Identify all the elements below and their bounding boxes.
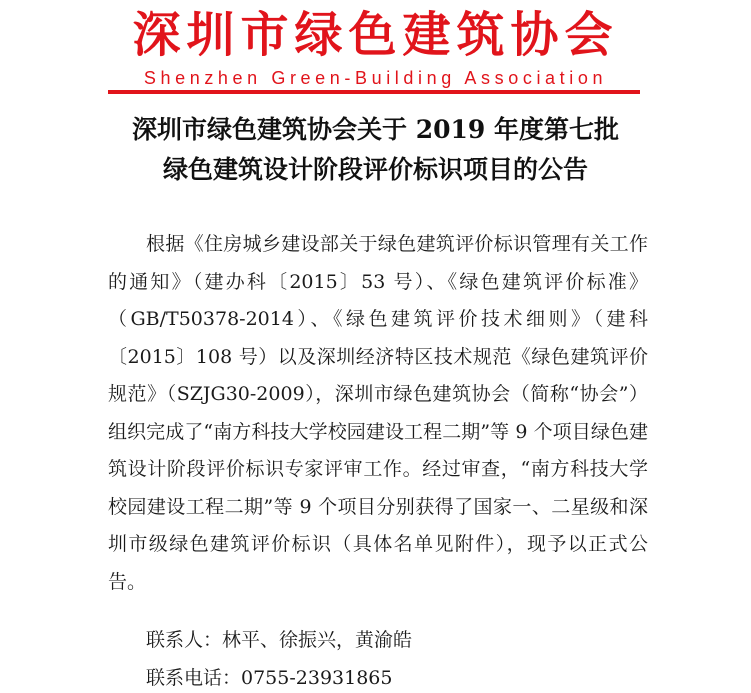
announcement-body xyxy=(108,226,648,601)
announcement-title xyxy=(0,110,751,190)
announcement-title-line-1: 深圳市绿色建筑协会关于 2019 年度第七批 xyxy=(132,115,619,144)
letterhead-divider xyxy=(108,90,640,94)
contact-phone: 联系电话：0755-23931865 xyxy=(146,667,393,689)
organization-name-english: Shenzhen Green-Building Association xyxy=(143,68,608,88)
contact-persons: 联系人：林平、徐振兴，黄渝皓 xyxy=(146,629,413,651)
organization-name-chinese: 深圳市绿色建筑协会 xyxy=(132,7,619,63)
announcement-paragraph: 根据《住房城乡建设部关于绿色建筑评价标识管理有关工作的通知》（建办科〔2015〕53 号）、《绿色建筑评价标准》（GB/T50378-2014）、《绿色建筑评价技术细则》（建科〔2015〕108 号）以及深圳经济特区技术规范《绿色建筑评价规范》（SZJG30-2009），深圳市绿色建筑协会（简称“协会”）组织完成了“南方科技大学校园建设工程二期”等 9 个项目绿色建筑设计阶段评价标识专家评审工作。经过审查，“南方科技大学校园建设工程二期”等 9 个项目分别获得了国家一、二星级和深圳市级绿色建筑评价标识（具体名单见附件），现予以正式公告。 xyxy=(108,233,648,593)
announcement-title-line-2: 绿色建筑设计阶段评价标识项目的公告 xyxy=(162,155,588,184)
